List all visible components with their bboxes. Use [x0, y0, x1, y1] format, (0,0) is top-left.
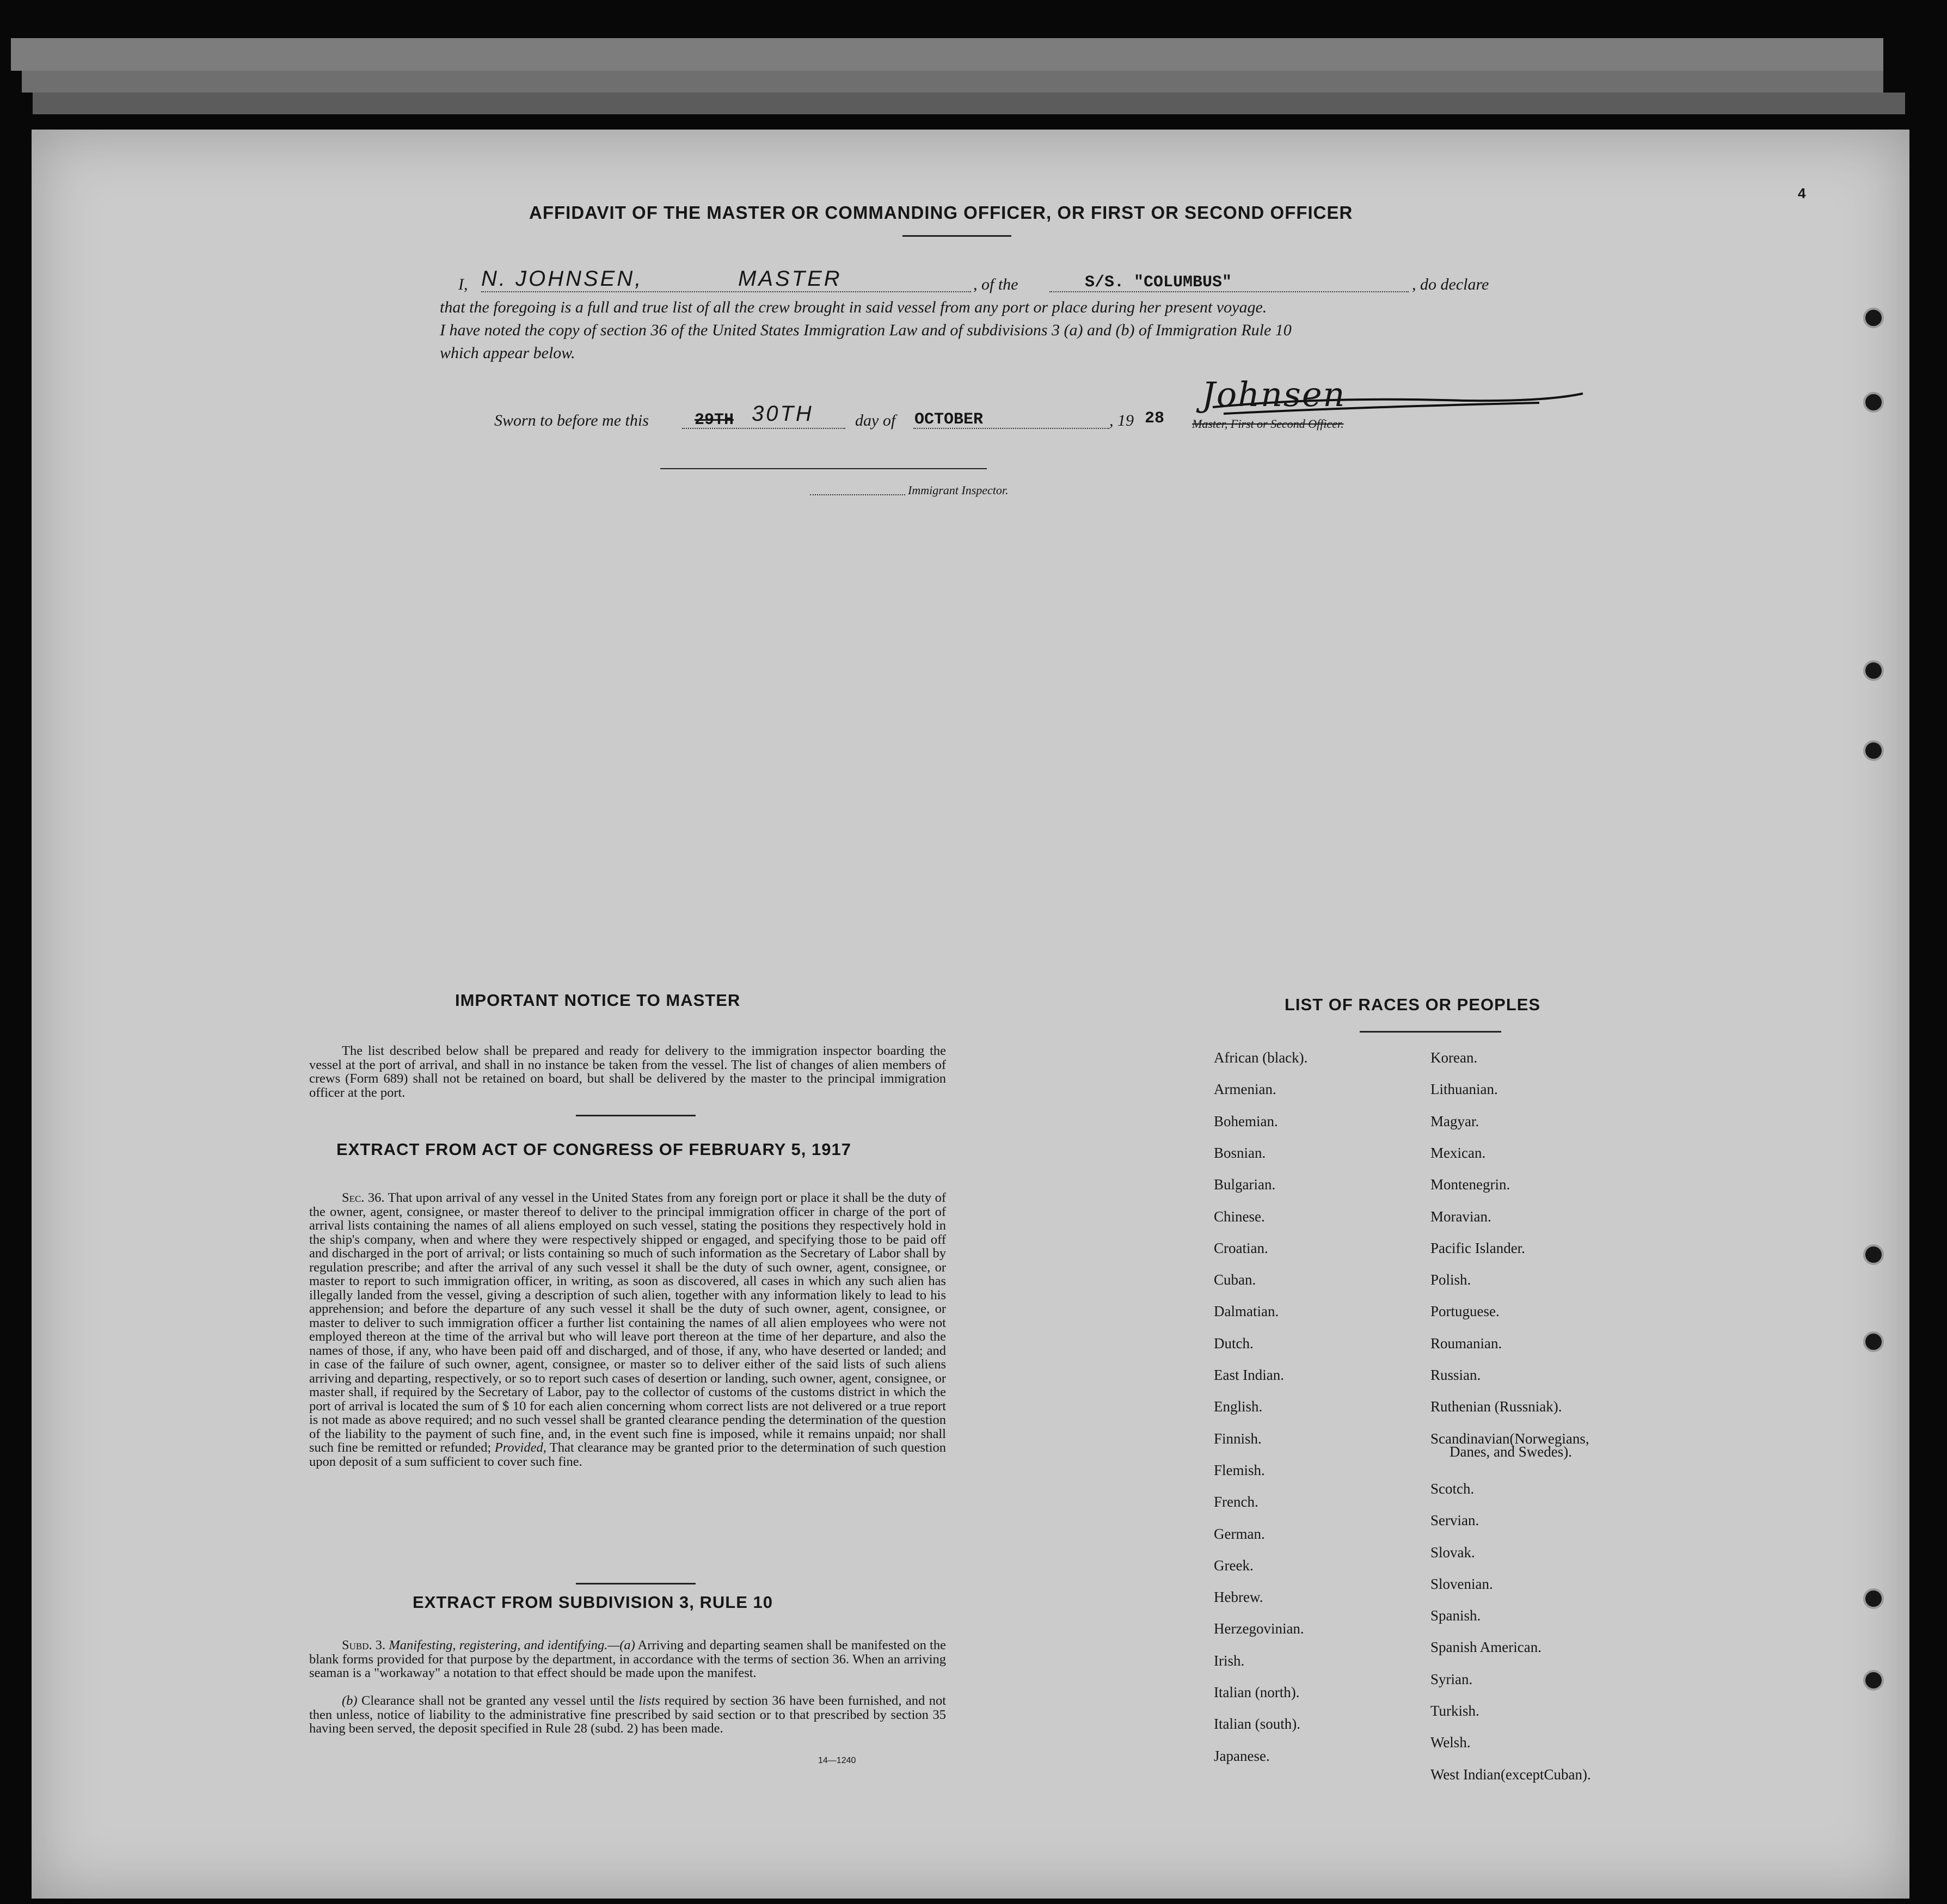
race-item: Scotch.: [1430, 1480, 1475, 1497]
race-item: Hebrew.: [1214, 1589, 1263, 1606]
notice-rule: [576, 1115, 696, 1116]
race-item: Servian.: [1430, 1512, 1479, 1529]
race-item: Montenegrin.: [1430, 1176, 1510, 1193]
sworn-year: 28: [1145, 409, 1165, 428]
race-item: Korean.: [1430, 1049, 1478, 1066]
background-page-strip: [22, 71, 1883, 93]
race-item: Moravian.: [1430, 1208, 1491, 1225]
binder-hole: [1863, 1588, 1884, 1609]
vessel-field-line: [1049, 291, 1409, 292]
race-item: Magyar.: [1430, 1113, 1479, 1129]
race-item: Dutch.: [1214, 1335, 1254, 1352]
binder-hole: [1863, 740, 1884, 761]
notice-text: The list described below shall be prepared and ready for delivery to the immigration inspector boarding the vessel at the port of arrival, and shall in no instance be taken from the vessel. The list of changes of alien members of crews (Form 689) shall not be retained on board, but shall be delivered by the master to the principal immigration officer at the port.: [309, 1043, 946, 1100]
act-title: EXTRACT FROM ACT OF CONGRESS OF FEBRUARY 5, 1917: [336, 1140, 851, 1159]
race-item: Japanese.: [1214, 1747, 1270, 1764]
race-item: Italian (north).: [1214, 1684, 1300, 1700]
race-item: Finnish.: [1214, 1430, 1262, 1447]
signature-caption: Master, First or Second Officer.: [1192, 417, 1344, 431]
rule-subd-heading: Manifesting, registering, and identifying.—(a): [389, 1638, 635, 1653]
race-item: Ruthenian (Russniak).: [1430, 1398, 1562, 1415]
pronoun-label: I,: [458, 275, 468, 293]
rule-subd-label: Subd. 3.: [342, 1638, 386, 1653]
year-prefix: , 19: [1109, 411, 1134, 429]
act-provided-label: Provided,: [494, 1440, 546, 1455]
races-title: LIST OF RACES OR PEOPLES: [1285, 995, 1541, 1014]
race-item: Armenian.: [1214, 1081, 1276, 1098]
race-item: Bosnian.: [1214, 1144, 1266, 1161]
race-item: Bohemian.: [1214, 1113, 1278, 1129]
sworn-day-struck: 29TH: [695, 411, 734, 429]
races-rule: [1360, 1031, 1501, 1033]
document-page: [32, 130, 1909, 1899]
rule-body-b1: Clearance shall not be granted any vessel until the: [361, 1693, 635, 1708]
race-item: Cuban.: [1214, 1272, 1256, 1288]
race-item: Scandinavian(Norwegians,: [1430, 1430, 1589, 1447]
master-name: N. JOHNSEN,: [481, 267, 643, 291]
vessel-name: S/S. "COLUMBUS": [1085, 273, 1232, 292]
do-declare-label: , do declare: [1412, 275, 1489, 293]
declaration-line: which appear below.: [440, 344, 575, 362]
rule-text-a: [309, 1638, 946, 1680]
race-item: East Indian.: [1214, 1367, 1284, 1383]
act-body: That upon arrival of any vessel in the United States from any foreign port or place it shall be the duty of the owner, agent, consignee, or master thereof to deliver to the principal immigration officer in charge of the port of arrival lists containing the names of all aliens employed on such vessel, stating the positions they respectively hold in the ship's company, when and where they were respectively shipped or engaged, and specifying those to be paid off and discharged in the port of arrival; or lists containing so much of such information as the Secretary of Labor shall by regulation prescribe; and after the arrival of any such vessel it shall be the duty of such owner, agent, consignee, or master to report to such immigration officer, in writing, as soon as discovered, all cases in which any such alien has illegally landed from the vessel, giving a description of such alien, together with any information likely to lead to his apprehension; and before the departure of any such vessel it shall be the duty of such owner, agent, consignee, or master to deliver to such immigration officer a further list containing the names of all alien employees who were not employed thereon at the time of the arrival but who will leave port thereon at the time of her departure, and also the names of those, if any, who have been paid off and discharged, and of those, if any, who have deserted or landed; and in case of the failure of such owner, agent, consignee, or master so to deliver either of the said lists of such aliens arriving and departing, respectively, or so to report such cases of desertion or landing, such owner, agent, consignee, or master shall, if required by the Secretary of Labor, pay to the collector of customs of the customs district in which the port of arrival is located the sum of $ 10 for each alien concerning whom correct lists are not delivered or a true report is not made as above required; and no such vessel shall be granted clearance pending the determination of the question of the liability to the payment of such fine, and, in the event such fine is imposed, while it remains unpaid; nor shall such fine be remitted or refunded;: [309, 1190, 946, 1455]
race-item: Russian.: [1430, 1367, 1481, 1383]
race-item: Italian (south).: [1214, 1716, 1300, 1733]
race-item: Turkish.: [1430, 1703, 1479, 1719]
binder-hole: [1863, 308, 1884, 328]
inspector-dots: [810, 494, 905, 495]
race-item: West Indian(exceptCuban).: [1430, 1766, 1591, 1783]
sworn-month: OCTOBER: [914, 410, 984, 429]
of-the-label: , of the: [973, 275, 1018, 293]
declaration-line: that the foregoing is a full and true list of all the crew brought in said vessel from any port or place during her present voyage.: [440, 298, 1267, 316]
race-item: Herzegovinian.: [1214, 1620, 1304, 1637]
act-rule: [576, 1583, 696, 1584]
race-item: Dalmatian.: [1214, 1303, 1279, 1320]
race-item: Welsh.: [1430, 1734, 1471, 1751]
rule-lists-word: lists: [638, 1693, 660, 1708]
act-provided-text: That clearance may be granted prior to the determination of such question upon deposit of a sum sufficient to cover such fine.: [309, 1440, 947, 1469]
name-field-line: [481, 291, 971, 292]
race-item: Slovak.: [1430, 1544, 1475, 1561]
race-item: Portuguese.: [1430, 1303, 1500, 1320]
signature: Johnsen: [1202, 374, 1346, 414]
form-number: 14—1240: [818, 1756, 856, 1765]
binder-hole: [1863, 1670, 1884, 1691]
background-page-strip: [11, 38, 1883, 71]
race-item: African (black).: [1214, 1049, 1308, 1066]
race-item: Mexican.: [1430, 1144, 1486, 1161]
page-number: 4: [1798, 185, 1806, 201]
race-item: Spanish American.: [1430, 1639, 1541, 1656]
race-item: Lithuanian.: [1430, 1081, 1498, 1098]
rule-title: EXTRACT FROM SUBDIVISION 3, RULE 10: [413, 1593, 773, 1612]
race-item: Croatian.: [1214, 1239, 1268, 1256]
inspector-line: [660, 468, 987, 469]
race-item: Greek.: [1214, 1557, 1254, 1574]
declaration-line: I have noted the copy of section 36 of the United States Immigration Law and of subdivisions 3 (a) and (b) of Immigration Rule 10: [440, 321, 1292, 339]
binder-hole: [1863, 1244, 1884, 1265]
affidavit-title: AFFIDAVIT OF THE MASTER OR COMMANDING OFFICER, OR FIRST OR SECOND OFFICER: [529, 202, 1353, 223]
race-item: Polish.: [1430, 1272, 1471, 1288]
race-item: Chinese.: [1214, 1208, 1265, 1225]
race-item: Slovenian.: [1430, 1575, 1493, 1592]
race-item: Syrian.: [1430, 1670, 1473, 1687]
notice-title: IMPORTANT NOTICE TO MASTER: [455, 991, 741, 1010]
binder-hole: [1863, 392, 1884, 413]
rule-body-a: Arriving and departing seamen shall be manifested on the blank forms provided for that purpose by the department, in accordance with the terms of section 36. When an arriving seaman is a "workaway" a notation to that effect should be made upon the manifest.: [309, 1638, 946, 1680]
race-item: Flemish.: [1214, 1461, 1265, 1478]
act-section-label: Sec. 36.: [342, 1190, 385, 1205]
race-item: Danes, and Swedes).: [1449, 1443, 1572, 1460]
race-item: Roumanian.: [1430, 1335, 1502, 1352]
rule-b-label: (b): [342, 1693, 358, 1708]
background-page-strip: [33, 93, 1905, 114]
race-item: Irish.: [1214, 1652, 1245, 1669]
race-item: Pacific Islander.: [1430, 1239, 1525, 1256]
binder-hole: [1863, 660, 1884, 681]
day-of-label: day of: [855, 411, 896, 429]
master-rank: MASTER: [738, 267, 842, 291]
race-item: English.: [1214, 1398, 1263, 1415]
inspector-caption: Immigrant Inspector.: [908, 483, 1009, 497]
race-item: French.: [1214, 1494, 1258, 1510]
binder-hole: [1863, 1331, 1884, 1352]
race-item: Bulgarian.: [1214, 1176, 1276, 1193]
rule-text-b: [309, 1694, 946, 1736]
race-item: Spanish.: [1430, 1607, 1481, 1624]
sworn-prefix: Sworn to before me this: [494, 411, 649, 429]
title-rule: [902, 235, 1011, 237]
rule-body-b2: required by section 36 have been furnished, and not then unless, notice of liability to the administrative fine prescribed by said section or to that prescribed by section 35 having been served, the deposit specified in Rule 28 (subd. 2) has been made.: [309, 1693, 947, 1736]
sworn-day: 30TH: [752, 402, 814, 426]
act-text: [309, 1191, 946, 1469]
race-item: German.: [1214, 1525, 1265, 1542]
